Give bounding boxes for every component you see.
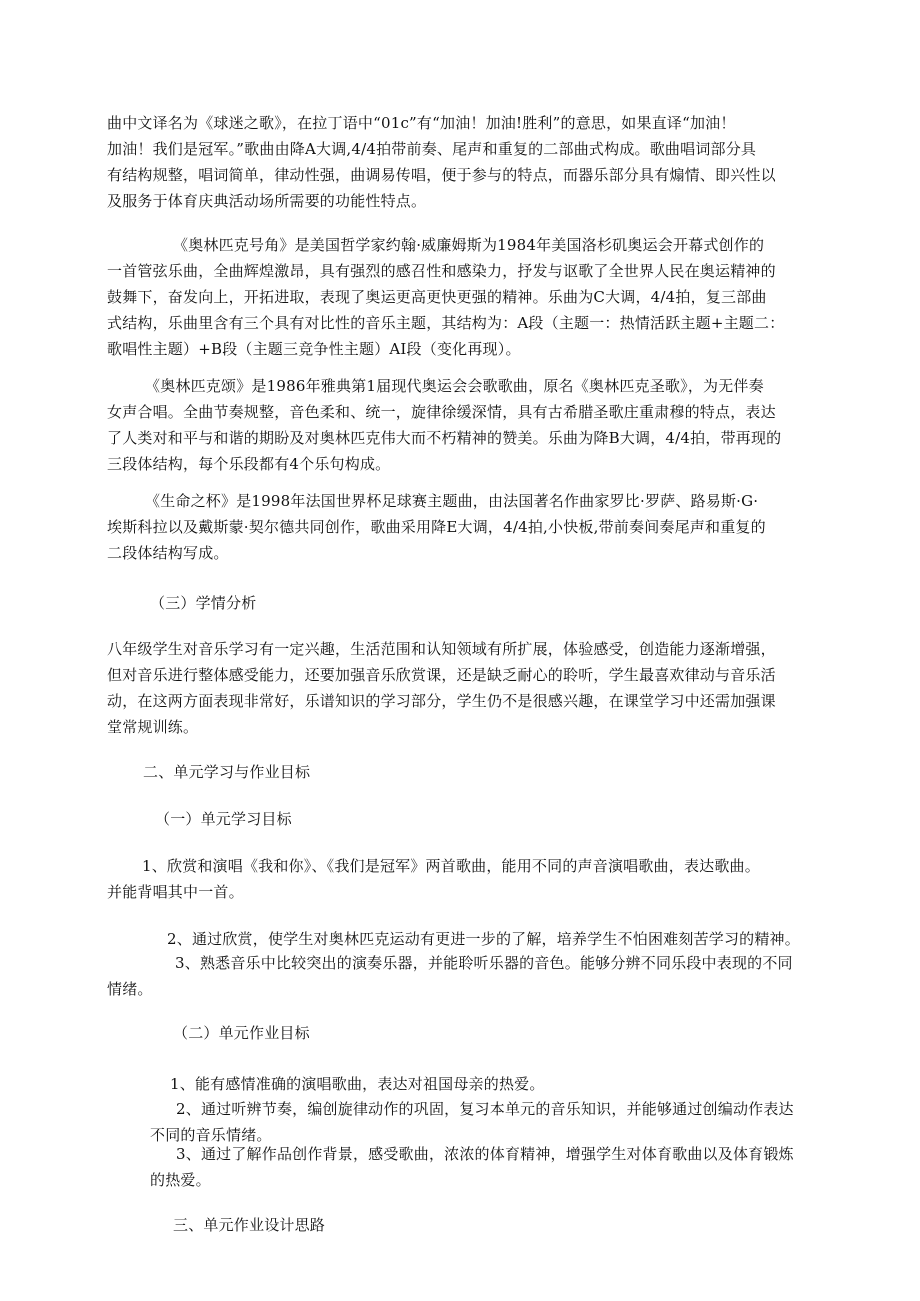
homework-goal-1 [170,1071,545,1097]
heading-homework-goals: （二）单元作业目标 [173,1024,310,1042]
text-line: 堂常规训练。 [107,718,199,736]
text-line: 歌唱性主题）+B段（主题三竞争性主题）AI段（变化再现）。 [107,340,521,358]
paragraph-student-analysis [107,636,776,740]
text-line: 三段体结构，每个乐段都有4个乐句构成。 [107,455,391,473]
text-line: 二段体结构写成。 [107,544,229,562]
text-line: 1、欣赏和演唱《我和你》、《我们是冠军》两首歌曲，能用不同的声音演唱歌曲，表达歌曲。 [142,857,760,875]
text-line: 《奥林匹克颂》是1986年雅典第1届现代奥运会会歌歌曲，原名《奥林匹克圣歌》，为无伴奏 [145,377,764,395]
heading-section-2: 二、单元学习与作业目标 [143,763,311,781]
text-line: 及服务于体育庆典活动场所需要的功能性特点。 [107,192,427,210]
text-line: 式结构，乐曲里含有三个具有对比性的音乐主题，其结构为：A段（主题一：热情活跃主题+主题二： [107,314,785,332]
goal-item-1 [107,853,760,905]
homework-goal-3 [150,1141,794,1193]
text-line: 不同的音乐情绪。 [150,1126,272,1144]
text-line: 1、能有感情准确的演唱歌曲，表达对祖国母亲的热爱。 [170,1075,545,1093]
text-line: 《奥林匹克号角》是美国哲学家约翰·威廉姆斯为1984年美国洛杉矶奥运会开幕式创作的 [173,236,765,254]
text-line: 加油！我们是冠军。”歌曲由降A大调,4/4拍带前奏、尾声和重复的二部曲式构成。歌曲唱词部分具 [107,140,757,158]
text-line: 3、熟悉音乐中比较突出的演奏乐器，并能聆听乐器的音色。能够分辨不同乐段中表现的不同 [175,954,793,972]
text-line: 动，在这两方面表现非常好，乐谱知识的学习部分，学生仍不是很感兴趣，在课堂学习中还需加强课 [107,692,776,710]
text-line: 2、通过听辨节奏，编创旋律动作的巩固，复习本单元的音乐知识，并能够通过创编动作表达 [176,1100,794,1118]
text-line: 女声合唱。全曲节奏规整，音色柔和、统一，旋律徐缓深情，具有古希腊圣歌庄重肃穆的特点，表达 [107,403,776,421]
paragraph-olympic-fanfare [107,232,784,362]
goal-item-3 [107,950,793,1002]
text-line: 2、通过欣赏，使学生对奥林匹克运动有更进一步的了解，培养学生不怕困难刻苦学习的精神。 [167,930,800,948]
text-line: 一首管弦乐曲，全曲辉煌激昂，具有强烈的感召性和感染力，抒发与讴歌了全世界人民在奥运精神的 [107,262,776,280]
text-line: 了人类对和平与和谐的期盼及对奥林匹克伟大而不朽精神的赞美。乐曲为降B大调，4/4拍，带再现的 [107,429,782,447]
text-line: 《生命之杯》是1998年法国世界杯足球赛主题曲，由法国著名作曲家罗比·罗萨、路易斯·G· [145,492,759,510]
heading-learning-goals: （一）单元学习目标 [155,810,292,828]
text-line: 有结构规整，唱词简单，律动性强，曲调易传唱，便于参与的特点，而器乐部分具有煽情、即兴性以 [107,166,776,184]
text-line: 并能背唱其中一首。 [107,883,244,901]
text-line: 八年级学生对音乐学习有一定兴趣，生活范围和认知领域有所扩展，体验感受，创造能力逐渐增强， [107,640,776,658]
paragraph-cup-of-life [107,488,766,566]
text-line: 但对音乐进行整体感受能力，还要加强音乐欣赏课，还是缺乏耐心的聆听，学生最喜欢律动与音乐活 [107,666,776,684]
heading-section-3: 三、单元作业设计思路 [173,1216,326,1234]
text-line: 的热爱。 [150,1171,211,1189]
paragraph-olympic-hymn [107,373,781,477]
text-line: 鼓舞下，奋发向上，开拓进取，表现了奥运更高更快更强的精神。乐曲为C大调，4/4拍，复三部曲 [107,288,767,306]
text-line: 3、通过了解作品创作背景，感受歌曲，浓浓的体育精神，增强学生对体育歌曲以及体育锻炼 [176,1145,794,1163]
goal-item-2 [167,926,800,952]
paragraph-song-we-are-the-champions [107,110,776,214]
text-line: 埃斯科拉以及戴斯蒙·契尔德共同创作，歌曲采用降E大调，4/4拍,小快板,带前奏间奏尾声和重复的 [107,518,766,536]
heading-student-analysis: （三）学情分析 [150,594,257,612]
text-line: 曲中文译名为《球迷之歌》，在拉丁语中“01c”有“加油！加油!胜利”的意思，如果直译“加油！ [107,114,736,132]
text-line: 情绪。 [107,980,153,998]
